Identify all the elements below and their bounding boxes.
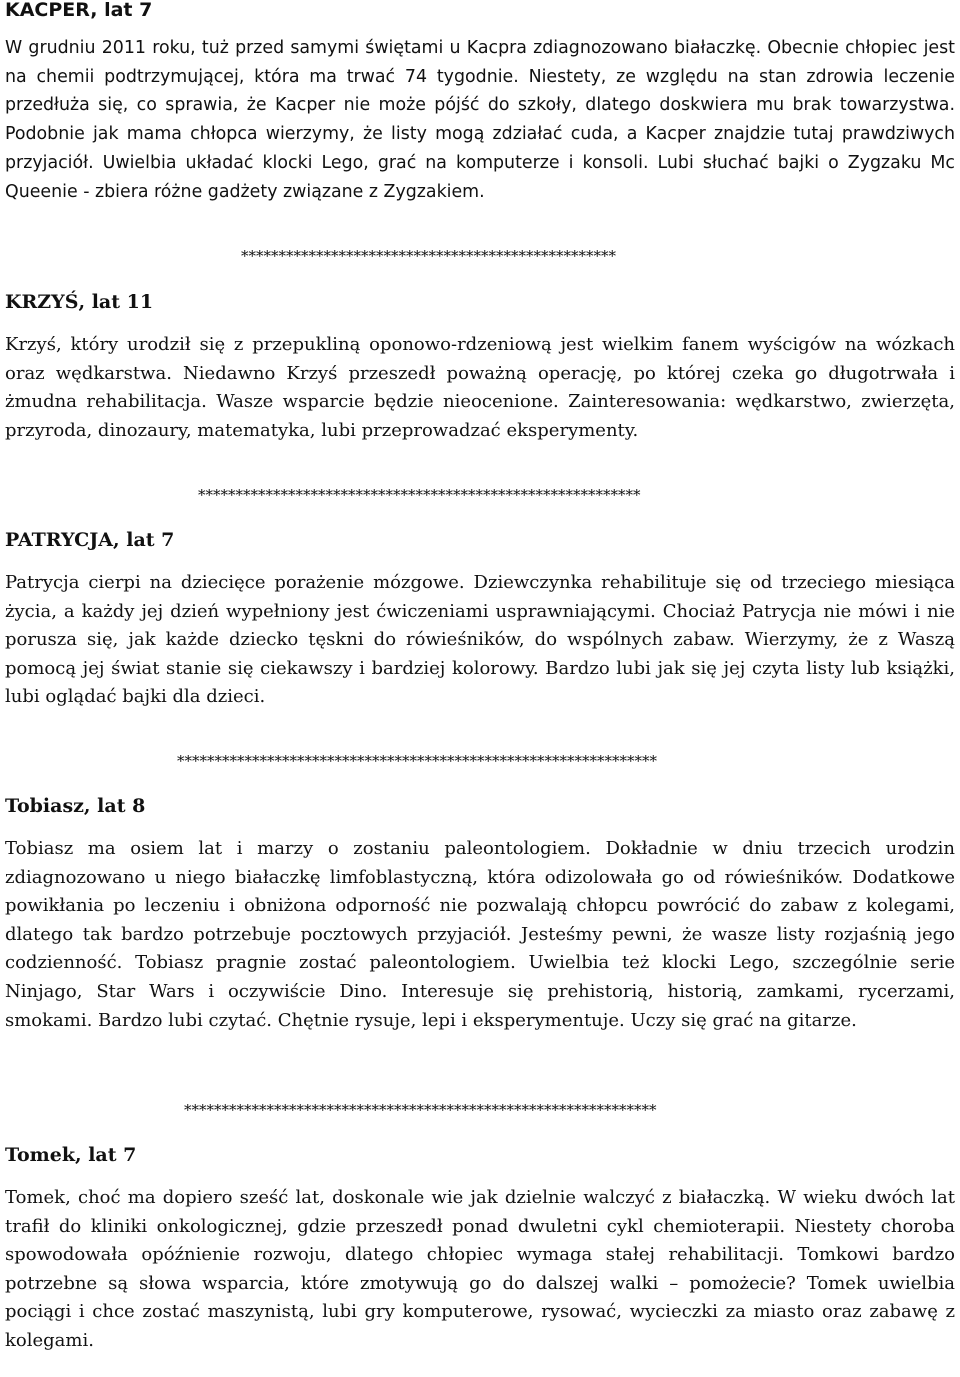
section-paragraph: Tomek, choć ma dopiero sześć lat, doskonale wie jak dzielnie walczyć z białaczką. W wieku dwóch lat trafił do kliniki onkologicznej, gdzie przeszedł ponad dwuletni cykl chemioterapii. Niestety choroba spowodowała opóźnienie rozwoju, dlatego chłopiec wymaga stałej rehabilitacji. Tomkowi bardzo potrzebne są słowa wsparcia, które zmotywują go do dalszej walki – pomożecie? Tomek uwielbia pociągi i chce zostać maszynistą, lubi gry komputerowe, rysować, wycieczki za miasto oraz zabawę z kolegami.: [5, 1187, 955, 1351]
section-title: Tobiasz, lat 8: [5, 795, 146, 817]
section-krzys: [5, 290, 955, 445]
section-title: PATRYCJA, lat 7: [5, 529, 175, 551]
section-kacper: [5, 0, 955, 206]
section-title: Tomek, lat 7: [5, 1144, 137, 1166]
section-separator: ***************************************************************: [184, 1101, 657, 1119]
section-separator: ***********************************************************: [198, 486, 641, 504]
section-separator: ****************************************************************: [177, 752, 657, 770]
section-title: KRZYŚ, lat 11: [5, 291, 154, 313]
section-paragraph: Tobiasz ma osiem lat i marzy o zostaniu paleontologiem. Dokładnie w dniu trzecich urodzin zdiagnozowano u niego białaczkę limfoblastyczną, która odizolowała go od rówieśników. Dodatkowe powikłania po leczeniu i obniżona odporność nie pozwalają chłopcu powrócić do zabaw z kolegami, dlatego tak bardzo potrzebuje pocztowych przyjaciół. Jesteśmy pewni, że wasze listy rozjaśnią jego codzienność. Tobiasz pragnie zostać paleontologiem. Uwielbia też klocki Lego, szczególnie serie Ninjago, Star Wars i oczywiście Dino. Interesuje się prehistorią, historią, zamkami, rycerzami, smokami. Bardzo lubi czytać. Chętnie rysuje, lepi i eksperymentuje. Uczy się grać na gitarze.: [5, 838, 955, 1031]
section-tomek: [5, 1143, 955, 1356]
section-paragraph: Patrycja cierpi na dziecięce porażenie mózgowe. Dziewczynka rehabilituje się od trzeciego miesiąca życia, a każdy jej dzień wypełniony jest ćwiczeniami usprawniającymi. Chociaż Patrycja nie mówi i nie porusza się, jak każde dziecko tęskni do rówieśników, do wspólnych zabaw. Wierzymy, że z Waszą pomocą jej świat stanie się ciekawszy i bardziej kolorowy. Bardzo lubi jak się jej czyta listy lub książki, lubi oglądać bajki dla dzieci.: [5, 572, 955, 708]
section-tobiasz: [5, 794, 955, 1035]
section-paragraph: W grudniu 2011 roku, tuż przed samymi świętami u Kacpra zdiagnozowano białaczkę. Obecnie chłopiec jest na chemii podtrzymującej, która ma trwać 74 tygodnie. Niestety, ze względu na stan zdrowia leczenie przedłuża się, co sprawia, że Kacper nie może pójść do szkoły, dlatego doskwiera mu brak towarzystwa. Podobnie jak mama chłopca wierzymy, że listy mogą zdziałać cuda, a Kacper znajdzie tutaj prawdziwych przyjaciół. Uwielbia układać klocki Lego, grać na komputerze i konsoli. Lubi słuchać bajki o Zygzaku Mc Queenie - zbiera różne gadżety związane z Zygzakiem.: [5, 38, 955, 202]
section-separator: **************************************************: [241, 247, 616, 265]
section-paragraph: Krzyś, który urodził się z przepukliną oponowo-rdzeniową jest wielkim fanem wyścigów na wózkach oraz wędkarstwa. Niedawno Krzyś przeszedł poważną operację, po której czeka go długotrwała i żmudna rehabilitacja. Wasze wsparcie będzie nieocenione. Zainteresowania: wędkarstwo, zwierzęta, przyroda, dinozaury, matematyka, lubi przeprowadzać eksperymenty.: [5, 334, 955, 441]
section-title: KACPER, lat 7: [5, 0, 153, 21]
section-patrycja: [5, 528, 955, 712]
